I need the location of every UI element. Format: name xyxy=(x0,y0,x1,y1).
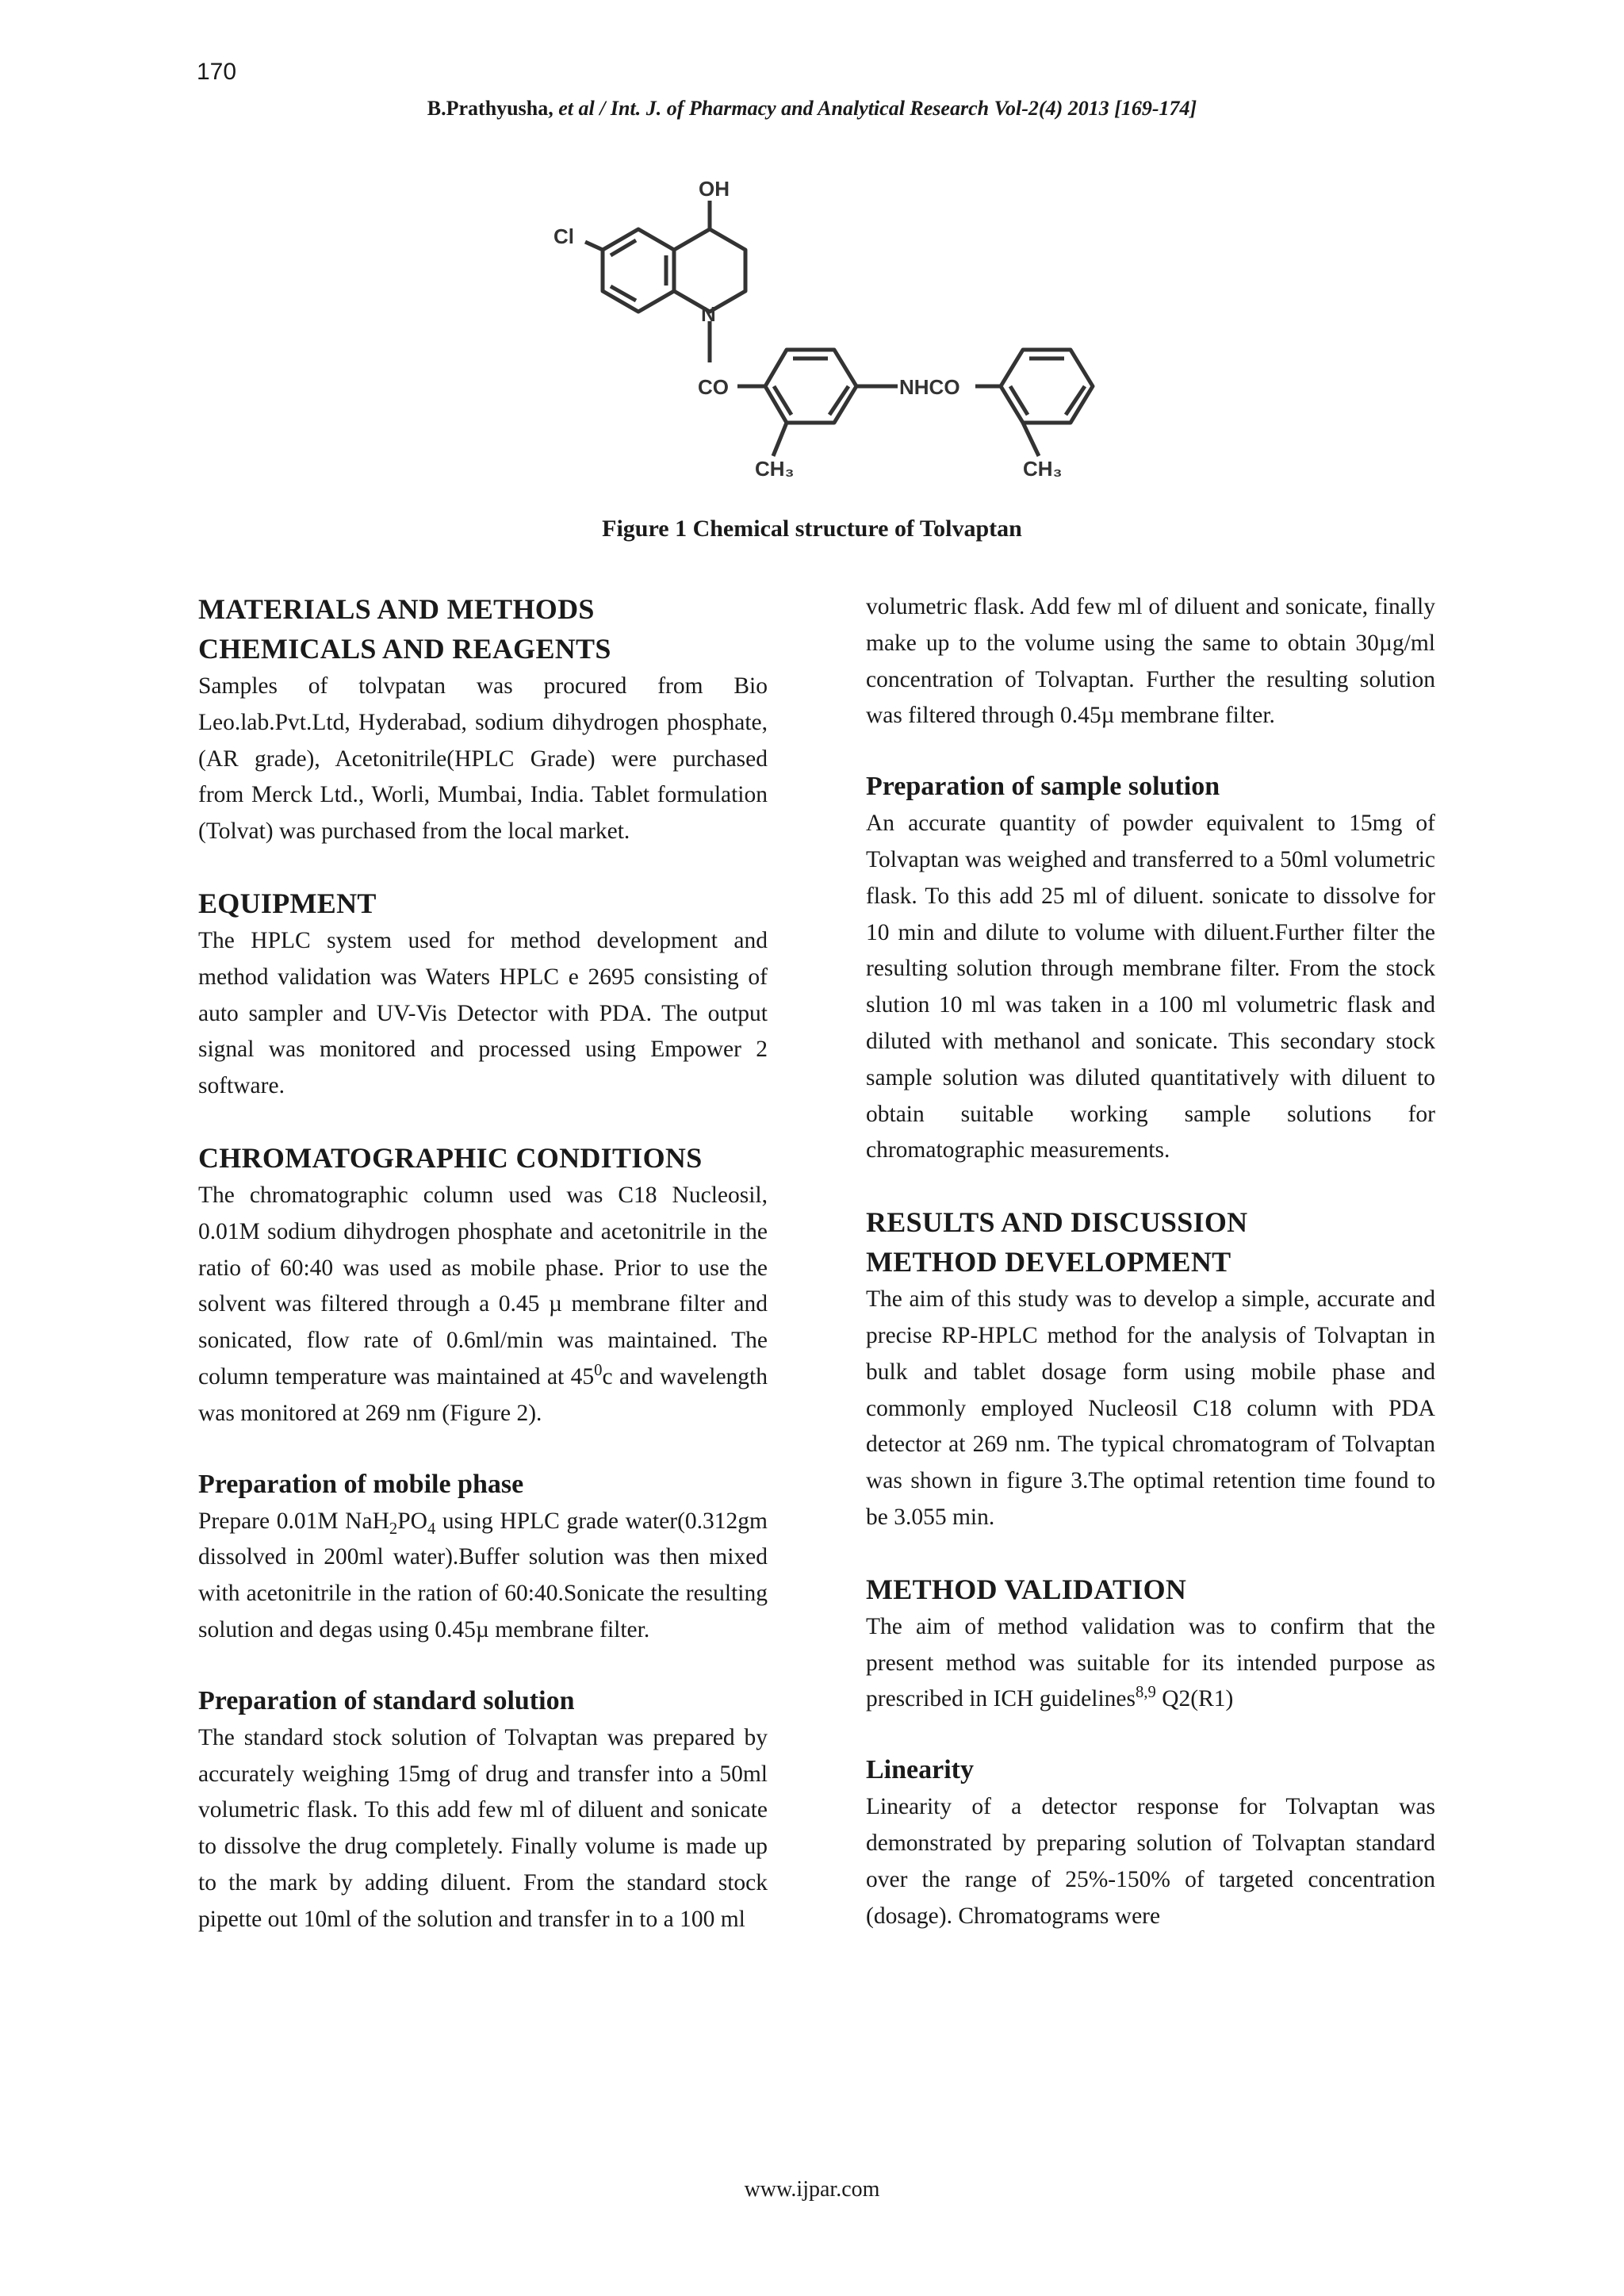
paragraph-chromatographic-conditions: The chromatographic column used was C18 Nucleosil, 0.01M sodium dihydrogen phosphate and acetonitrile in the ratio of 60:40 was used as mobile phase. Prior to use the solvent was filtered through a 0.45 µ membrane filter and sonicated, flow rate of 0.6ml/min was maintained. The column temperature was maintained at $45^0c$ and wavelength was monitored at 269 nm (Figure 2). xyxy=(198,1182,768,1426)
paragraph-standard-continued: volumetric flask. Add few ml of diluent and sonicate, finally make up to the volume using the same to obtain 30µg/ml concentration of Tolvaptan. Further the resulting solution was filtered through 0.45µ membrane filter. xyxy=(866,594,1435,729)
left-column xyxy=(198,589,768,1938)
paragraph-standard-solution: The standard stock solution of Tolvaptan was prepared by accurately weighing 15mg of drug and transfer into a 50ml volumetric flask. To this add few ml of diluent and sonicate to dissolve the drug completely. Finally volume is made up to the mark by adding diluent. From the standard stock pipette out 10ml of the solution and transfer in to a 100 ml xyxy=(198,1724,768,1932)
page-number: 170 xyxy=(197,59,237,85)
paragraph-method-validation: The aim of method validation was to confirm that the present method was suitable for its intended purpose as prescribed in ICH guidelines$^{8,9}$ Q2(R1) xyxy=(866,1613,1435,1712)
running-header xyxy=(0,97,1624,121)
paragraph-method-development: The aim of this study was to develop a simple, accurate and precise RP-HPLC method for the analysis of Tolvaptan in bulk and tablet dosage form using mobile phase and commonly employed Nucleosil C18 column with PDA detector at 269 nm. The typical chromatogram of Tolvaptan was shown in figure 3.The optimal retention time found to be 3.055 min. xyxy=(866,1286,1435,1530)
heading-equipment: EQUIPMENT xyxy=(198,887,377,919)
paragraph-sample-solution: An accurate quantity of powder equivalent to 15mg of Tolvaptan was weighed and transferred to a 50ml volumetric flask. To this add 25 ml of diluent. sonicate to dissolve for 10 min and dilute to volume with diluent.Further filter the resulting solution through membrane filter. From the stock slution 10 ml was taken in a 100 ml volumetric flask and diluted with methanol and sonicate. This secondary stock sample solution was diluted quantitatively with diluent to obtain suitable working sample solutions for chromatographic measurements. xyxy=(866,811,1435,1163)
label-ch3-middle: CH₃ xyxy=(755,457,795,481)
heading-method-validation: METHOD VALIDATION xyxy=(866,1573,1187,1605)
heading-chemicals: CHEMICALS AND REAGENTS xyxy=(198,633,611,665)
paragraph-mobile-phase: Prepare 0.01M $NaH_2PO_4$ using HPLC grade water(0.312gm dissolved in 200ml water).Buffer solution was then mixed with acetonitrile in the ration of 60:40.Sonicate the resulting solution and degas using 0.45µ membrane filter. xyxy=(198,1508,768,1642)
heading-mobile-phase: Preparation of mobile phase xyxy=(198,1469,524,1499)
header-etal: et al xyxy=(553,97,595,120)
heading-results: RESULTS AND DISCUSSION xyxy=(866,1206,1248,1239)
heading-materials: MATERIALS AND METHODS xyxy=(198,593,595,625)
heading-method-development: METHOD DEVELOPMENT xyxy=(866,1246,1231,1278)
heading-linearity: Linearity xyxy=(866,1755,974,1785)
paragraph-linearity: Linearity of a detector response for Tolvaptan was demonstrated by preparing solution of Tolvaptan standard over the range of 25%-150% of targeted concentration (dosage). Chromatograms were xyxy=(866,1794,1435,1929)
tolvaptan-structure-figure xyxy=(508,178,1142,496)
label-co: CO xyxy=(698,375,729,399)
heading-sample-solution: Preparation of sample solution xyxy=(866,772,1220,802)
figure-caption: Figure 1 Chemical structure of Tolvaptan xyxy=(602,516,1022,542)
label-ch3-right: CH₃ xyxy=(1023,457,1063,481)
header-author: B.Prathyusha, xyxy=(427,97,553,120)
label-cl: Cl xyxy=(553,224,574,248)
label-nhco: NHCO xyxy=(899,375,960,399)
right-column xyxy=(866,589,1435,1934)
paragraph-chemicals: Samples of tolvpatan was procured from Bio Leo.lab.Pvt.Ltd, Hyderabad, sodium dihydrogen phosphate, (AR grade), Acetonitrile(HPLC Grade) were purchased from Merck Ltd., Worli, Mumbai, India. Tablet formulation (Tolvat) was purchased from the local market. xyxy=(198,673,768,845)
label-oh: OH xyxy=(699,178,730,201)
heading-standard-solution: Preparation of standard solution xyxy=(198,1685,575,1715)
footer-url: www.ijpar.com xyxy=(744,2177,880,2202)
header-journal: / Int. J. of Pharmacy and Analytical Research Vol-2(4) 2013 [169-174] xyxy=(594,97,1197,120)
paragraph-equipment: The HPLC system used for method development and method validation was Waters HPLC e 2695 consisting of auto sampler and UV-Vis Detector with PDA. The output signal was monitored and processed using Empower 2 software. xyxy=(198,927,768,1099)
label-n: N xyxy=(701,302,716,326)
heading-chromatographic-conditions: CHROMATOGRAPHIC CONDITIONS xyxy=(198,1141,703,1174)
